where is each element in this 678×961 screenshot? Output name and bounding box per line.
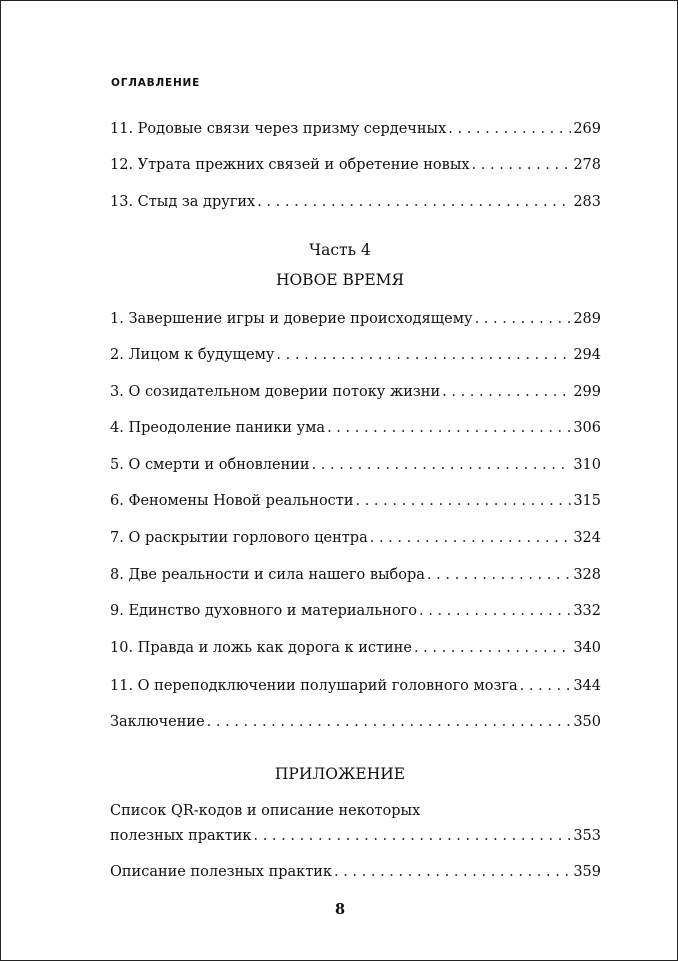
toc-entry-page: 328 [573, 567, 601, 583]
toc-entry-title: 6. Феномены Новой реальности [110, 493, 354, 509]
toc-entry[interactable] [110, 345, 601, 365]
toc-entry-title: 12. Утрата прежних связей и обретение новых [110, 157, 470, 173]
toc-entry[interactable] [110, 712, 601, 732]
toc-entry-page: 289 [573, 311, 601, 327]
toc-entry-title: Заключение [110, 714, 205, 730]
toc-entry-page: 324 [573, 530, 601, 546]
toc-entry-page: 269 [573, 121, 601, 137]
leader-dots [355, 491, 571, 511]
toc-entry[interactable] [110, 528, 601, 548]
toc-entry-title: 13. Стыд за других [110, 194, 256, 210]
toc-entry[interactable] [110, 801, 601, 846]
leader-dots [334, 862, 571, 882]
toc-entry-title: 10. Правда и ложь как дорога к истине [110, 640, 412, 656]
toc-entry[interactable] [110, 565, 601, 585]
toc-entry-title: 8. Две реальности и сила нашего выбора [110, 567, 425, 583]
leader-dots [442, 382, 571, 402]
toc-entry[interactable] [110, 192, 601, 212]
leader-dots [520, 676, 572, 696]
leader-dots [472, 155, 572, 175]
toc-entry[interactable] [110, 119, 601, 139]
leader-dots [207, 712, 572, 732]
page-number: 8 [334, 901, 346, 918]
toc-entry-page: 294 [573, 347, 601, 363]
toc-entry-title: 2. Лицом к будущему [110, 347, 275, 363]
toc-entry[interactable] [110, 491, 601, 511]
leader-dots [254, 826, 572, 846]
toc-entry-title: 7. О раскрытии горлового центра [110, 530, 368, 546]
leader-dots [370, 528, 572, 548]
toc-entry-page: 299 [573, 384, 601, 400]
toc-entry-title: 5. О смерти и обновлении [110, 457, 310, 473]
part-number: Часть 4 [309, 241, 371, 259]
toc-entry-page: 278 [573, 157, 601, 173]
toc-entry-page: 283 [573, 194, 601, 210]
leader-dots [475, 309, 572, 329]
toc-entry[interactable] [110, 601, 601, 621]
toc-entry-page: 344 [573, 678, 601, 694]
toc-entry[interactable] [110, 418, 601, 438]
toc-entry[interactable] [110, 676, 601, 696]
leader-dots [427, 565, 571, 585]
toc-entry-title: 11. О переподключении полушарий головного мозга [110, 678, 518, 694]
toc-entry-page: 350 [573, 714, 601, 730]
leader-dots [448, 119, 571, 139]
toc-entry[interactable] [110, 455, 601, 475]
appendix-title: ПРИЛОЖЕНИЕ [274, 765, 406, 783]
toc-entry-page: 315 [573, 493, 601, 509]
toc-entry-title: Описание полезных практик [110, 864, 332, 880]
toc-entry-page: 310 [573, 457, 601, 473]
toc-entry-page: 359 [573, 864, 601, 880]
leader-dots [312, 455, 572, 475]
toc-entry[interactable] [110, 309, 601, 329]
leader-dots [327, 418, 571, 438]
toc-entry-page: 353 [573, 828, 601, 844]
toc-entry-title: 4. Преодоление паники ума [110, 420, 326, 436]
toc-entry-title: 11. Родовые связи через призму сердечных [110, 121, 447, 137]
toc-entry-page: 332 [573, 603, 601, 619]
toc-entry-title: 1. Завершение игры и доверие происходящему [110, 311, 473, 327]
leader-dots [257, 192, 571, 212]
toc-entry-page: 306 [573, 420, 601, 436]
toc-entry-title: 3. О созидательном доверии потоку жизни [110, 384, 441, 400]
leader-dots [419, 601, 571, 621]
part-title: НОВОЕ ВРЕМЯ [275, 271, 405, 289]
toc-entry-title: 9. Единство духовного и материального [110, 603, 418, 619]
running-head: ОГЛАВЛЕНИЕ [111, 77, 201, 89]
toc-entry-page: 340 [573, 640, 601, 656]
toc-entry-title-line1: Список QR-кодов и описание некоторых [110, 803, 421, 819]
leader-dots [276, 345, 571, 365]
toc-entry[interactable] [110, 638, 601, 658]
toc-entry-title-line2: полезных практик [110, 828, 252, 844]
toc-entry[interactable] [110, 155, 601, 175]
toc-entry[interactable] [110, 862, 601, 882]
leader-dots [414, 638, 571, 658]
toc-entry[interactable] [110, 382, 601, 402]
